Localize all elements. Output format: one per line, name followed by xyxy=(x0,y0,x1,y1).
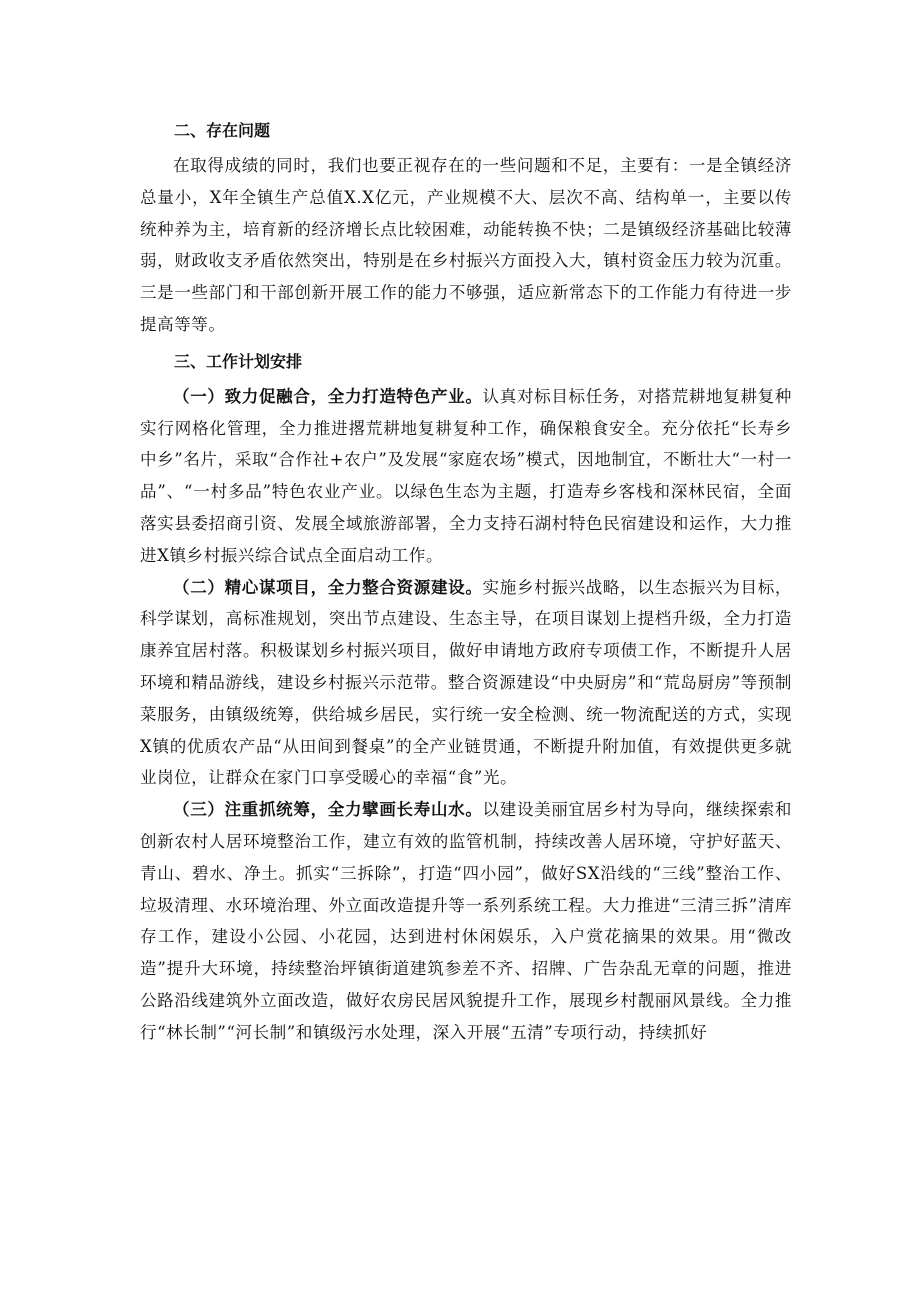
plan-item-1-lead: （一）致力促融合，全力打造特色产业。 xyxy=(173,386,483,406)
problems-paragraph: 在取得成绩的同时，我们也要正视存在的一些问题和不足，主要有：一是全镇经济总量小，X年全镇生产总值X.X亿元，产业规模不大、层次不高、结构单一，主要以传统种养为主，培育新的经济增长点比较困难，动能转换不快；二是镇级经济基础比较薄弱，财政收支矛盾依然突出，特别是在乡村振兴方面投入大，镇村资金压力较为沉重。三是一些部门和干部创新开展工作的能力不够强，适应新常态下的工作能力有待进一步提高等等。 xyxy=(140,156,792,334)
plan-item-3 xyxy=(140,794,792,1048)
plan-item-3-lead: （三）注重抓统筹，全力擘画长寿山水。 xyxy=(173,800,483,820)
section-heading-plan: 三、工作计划安排 xyxy=(174,351,303,371)
section-heading-problems: 二、存在问题 xyxy=(174,121,271,140)
plan-item-2 xyxy=(140,572,792,795)
plan-item-3-body: 以建设美丽宜居乡村为导向，继续探索和创新农村人居环境整治工作，建立有效的监管机制，持续改善人居环境，守护好蓝天、青山、碧水、净土。抓实“三拆除”，打造“四小园”，做好SX沿线的“三线”整治工作、垃圾清理、水环境治理、外立面改造提升等一系列系统工程。大力推进“三清三拆”清库存工作，建设小公园、小花园，达到进村休闲娱乐，入户赏花摘果的效果。用“微改造”提升大环境，持续整治坪镇街道建筑参差不齐、招牌、广告杂乱无章的问题，推进公路沿线建筑外立面改造，做好农房民居风貌提升工作，展现乡村靓丽风景线。全力推行“林长制”“河长制”和镇级污水处理，深入开展“五清”专项行动，持续抓好 xyxy=(140,800,792,1042)
plan-item-1 xyxy=(140,381,792,572)
document-page xyxy=(140,112,792,1049)
plan-item-2-lead: （二）精心谋项目，全力整合资源建设。 xyxy=(173,577,483,597)
plan-item-2-body: 实施乡村振兴战略，以生态振兴为目标，科学谋划，高标准规划，突出节点建设、生态主导，在项目谋划上提档升级，全力打造康养宜居村落。积极谋划乡村振兴项目，做好申请地方政府专项债工作，不断提升人居环境和精品游线，建设乡村振兴示范带。整合资源建设“中央厨房”和“荒岛厨房”等预制菜服务，由镇级统筹，供给城乡居民，实行统一安全检测、统一物流配送的方式，实现X镇的优质农产品“从田间到餐桌”的全产业链贯通，不断提升附加值，有效提供更多就业岗位，让群众在家门口享受暖心的幸福“食”光。 xyxy=(140,577,792,788)
plan-item-1-body: 认真对标目标任务，对搭荒耕地复耕复种实行网格化管理，全力推进撂荒耕地复耕复种工作，确保粮食安全。充分依托“长寿乡中乡”名片，采取“合作社+农户”及发展“家庭农场”模式，因地制宜，不断壮大“一村一品”、“一村多品”特色农业产业。以绿色生态为主题，打造寿乡客栈和深林民宿，全面落实县委招商引资、发展全域旅游部署，全力支持石湖村特色民宿建设和运作，大力推进X镇乡村振兴综合试点全面启动工作。 xyxy=(140,386,792,565)
